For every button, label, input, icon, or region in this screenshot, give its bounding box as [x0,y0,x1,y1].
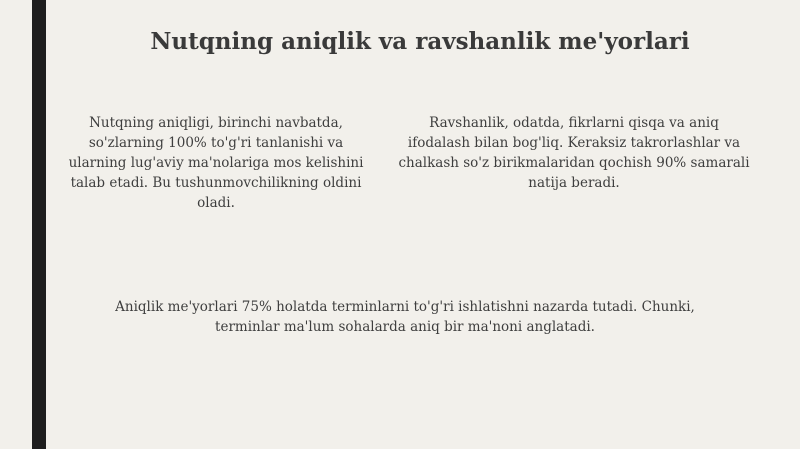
paragraph-bottom: Aniqlik me'yorlari 75% holatda terminlarni to'g'ri ishlatishni nazarda tutadi. Chunki, terminlar ma'lum sohalarda aniq bir ma'noni anglatadi. [115,299,695,335]
left-accent-bar [32,0,46,449]
paragraph-right: Ravshanlik, odatda, fikrlarni qisqa va aniq ifodalash bilan bog'liq. Keraksiz takrorlashlar va chalkash so'z birikmalaridan qochish 90% samarali natija beradi. [398,115,750,191]
slide-title: Nutqning aniqlik va ravshanlik me'yorlari [150,28,690,55]
paragraph-left: Nutqning aniqligi, birinchi navbatda, so'zlarning 100% to'g'ri tanlanishi va ularning lug'aviy ma'nolariga mos kelishini talab etadi. Bu tushunmovchilikning oldini oladi. [68,115,364,211]
